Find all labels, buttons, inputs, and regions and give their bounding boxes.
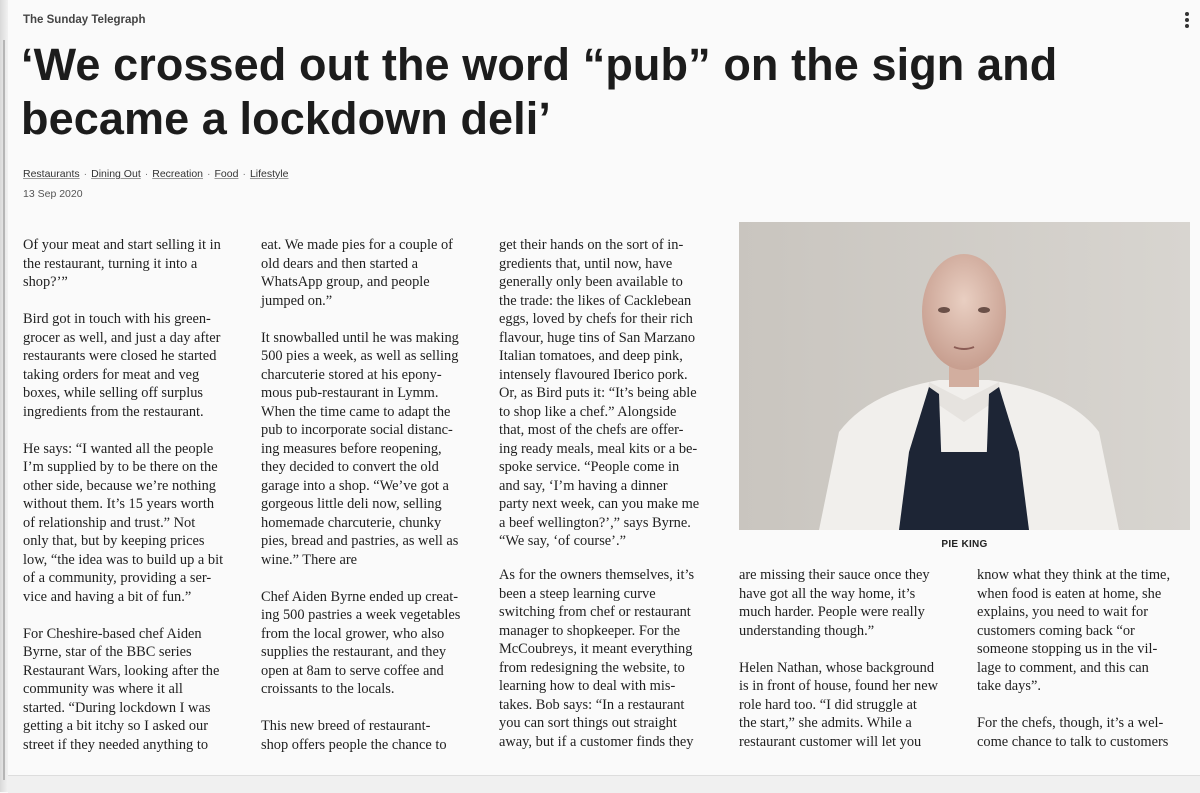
tag-separator: · xyxy=(207,168,211,180)
paragraph: eat. We made pies for a couple of old dears and then started a WhatsApp group, and people jumped on.” xyxy=(261,237,453,309)
photo-caption: PIE KING xyxy=(941,539,988,550)
tag-food[interactable]: Food xyxy=(214,168,239,180)
paragraph: This new breed of restaurant- shop offers people the chance to xyxy=(261,718,447,753)
paragraph: Helen Nathan, whose background is in front of house, found her new role hard too. “I did struggle at the start,” she admits. While a restaurant customer will let you xyxy=(739,659,939,750)
tag-recreation[interactable]: Recreation xyxy=(152,168,204,180)
tag-separator: · xyxy=(83,168,88,180)
tag-lifestyle[interactable]: Lifestyle xyxy=(249,168,289,180)
article-tags xyxy=(23,168,288,180)
article-column-4 xyxy=(739,566,954,770)
paragraph: know what they think at the time, when food is eaten at home, she explains, you need to wait for customers coming back “or someone stopping us in the vil- lage to comment, and this can take days”. xyxy=(977,567,1171,694)
article-column-3-lower xyxy=(499,566,714,770)
article-column-1 xyxy=(23,236,238,773)
paragraph: Of your meat and start selling it in the restaurant, turning it into a shop?’” xyxy=(23,237,221,290)
paragraph: For the chefs, though, it’s a wel- come chance to talk to customers xyxy=(977,715,1169,750)
page-edge xyxy=(0,0,8,792)
more-vertical-icon[interactable] xyxy=(1183,12,1191,34)
tag-restaurants[interactable]: Restaurants xyxy=(23,168,80,180)
paragraph: As for the owners themselves, it’s been a steep learning curve switching from chef or restaurant manager to shopkeeper. For the McCoubreys, it meant everything from redesigning the website, to learning how to deal with mis- takes. Bob says: “In a restaurant you can sort things out straight away, but if a customer finds they xyxy=(499,567,695,750)
paragraph: are missing their sauce once they have got all the way home, it’s much harder. People were really understanding though.” xyxy=(739,567,930,639)
paragraph: It snowballed until he was making 500 pies a week, as well as selling charcuterie stored at his epony- mous pub-restaurant in Lymm. When the time came to adapt the pub to incorporate social distanc- ing measures before reopening, they decided to convert the old garage into a shop. “We’ve got a gorgeous little deli now, selling homemade charcuterie, chunky pies, bread and pastries, as well as wine.” There are xyxy=(261,329,459,568)
article-headline: ‘We crossed out the word “pub” on the sign and became a lockdown deli’ xyxy=(21,39,1058,144)
article-column-5 xyxy=(977,566,1192,770)
paragraph: He says: “I wanted all the people I’m supplied by to be there on the other side, because we’re nothing without them. It’s 15 years worth of relationship and trust.” Not only that, but by keeping prices low, “the idea was to build up a bit of a community, providing a ser- vice and having a bit of fun.” xyxy=(23,440,224,605)
tag-separator: · xyxy=(144,168,149,180)
publication-title: The Sunday Telegraph xyxy=(23,14,146,26)
paragraph: Chef Aiden Byrne ended up creat- ing 500 pastries a week vegetables from the local grower, who also supplies the restaurant, and they open at 8am to serve coffee and croissants to the locals. xyxy=(261,588,461,697)
publish-date: 13 Sep 2020 xyxy=(23,188,83,200)
article-column-2 xyxy=(261,236,476,773)
article-column-3 xyxy=(499,236,714,569)
chef-portrait-photo xyxy=(739,222,1190,530)
bottom-toolbar xyxy=(8,775,1200,793)
tag-dining-out[interactable]: Dining Out xyxy=(91,168,141,180)
paragraph: Bird got in touch with his green- grocer as well, and just a day after restaurants were closed he started taking orders for meat and veg boxes, while selling off surplus ingredients from the restaurant. xyxy=(23,311,221,420)
paragraph: For Cheshire-based chef Aiden Byrne, star of the BBC series Restaurant Wars, looking after the community was where it all started. “During lockdown I was getting a bit itchy so I asked our street if they needed anything to xyxy=(23,625,220,753)
tag-separator: · xyxy=(242,168,246,180)
paragraph: get their hands on the sort of in- gredients that, until now, have generally only been available to the trade: the likes of Cacklebean eggs, loved by chefs for their rich flavour, huge tins of San Marzano Italian tomatoes, and deep pink, intensely flavoured Iberico pork. Or, as Bird puts it: “It’s being able to shop like a chef.” Alongside that, most of the chefs are offer- ing ready meals, meal kits or a be- spoke service. “People come in and say, ‘I’m having a dinner party next week, can you make me a beef wellington?’,” says Byrne. “We say, ‘of course’.” xyxy=(499,237,700,549)
